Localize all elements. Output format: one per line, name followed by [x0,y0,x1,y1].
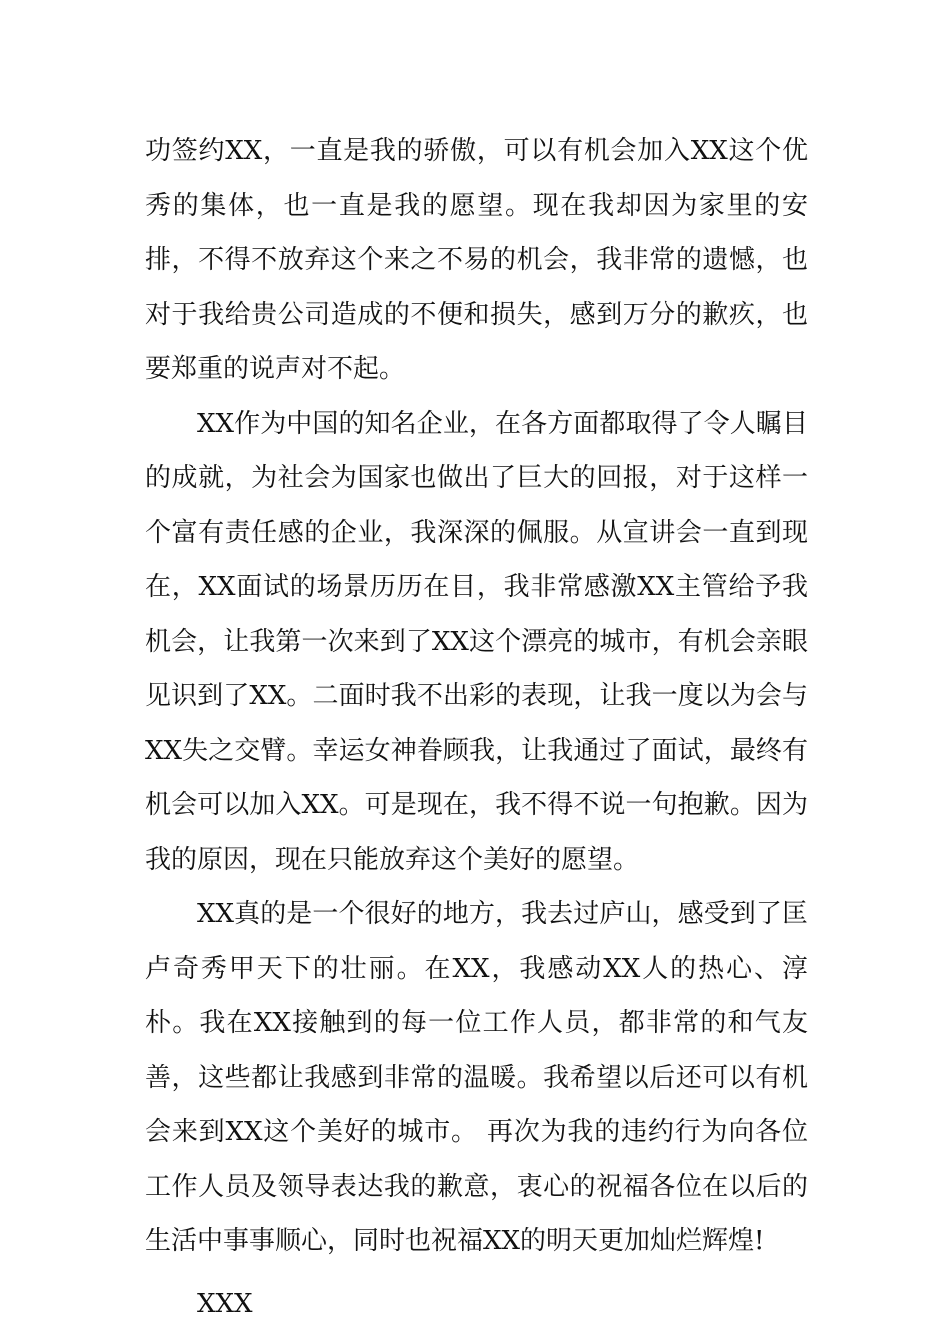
paragraph-continued: 功签约XX，一直是我的骄傲，可以有机会加入XX这个优秀的集体，也一直是我的愿望。现在我却因为家里的安排，不得不放弃这个来之不易的机会，我非常的遗憾，也对于我给贵公司造成的不便和损失，感到万分的歉疚，也要郑重的说声对不起。 [145,136,808,384]
letter-body [145,124,808,1331]
signature: XXX [197,1288,253,1319]
paragraph-city: XX真的是一个很好的地方，我去过庐山，感受到了匡卢奇秀甲天下的壮丽。在XX，我感动XX人的热心、淳朴。我在XX接触到的每一位工作人员，都非常的和气友善，这些都让我感到非常的温暖。我希望以后还可以有机会来到XX这个美好的城市。 再次为我的违约行为向各位工作人员及领导表达我的歉意，衷心的祝福各位在以后的生活中事事顺心，同时也祝福XX的明天更加灿烂辉煌! [145,899,808,1256]
paragraph-company: XX作为中国的知名企业，在各方面都取得了令人瞩目的成就，为社会为国家也做出了巨大的回报，对于这样一个富有责任感的企业，我深深的佩服。从宣讲会一直到现在，XX面试的场景历历在目，我非常感激XX主管给予我机会，让我第一次来到了XX这个漂亮的城市，有机会亲眼见识到了XX。二面时我不出彩的表现，让我一度以为会与XX失之交臂。幸运女神眷顾我，让我通过了面试，最终有机会可以加入XX。可是现在，我不得不说一句抱歉。因为我的原因，现在只能放弃这个美好的愿望。 [145,408,808,875]
